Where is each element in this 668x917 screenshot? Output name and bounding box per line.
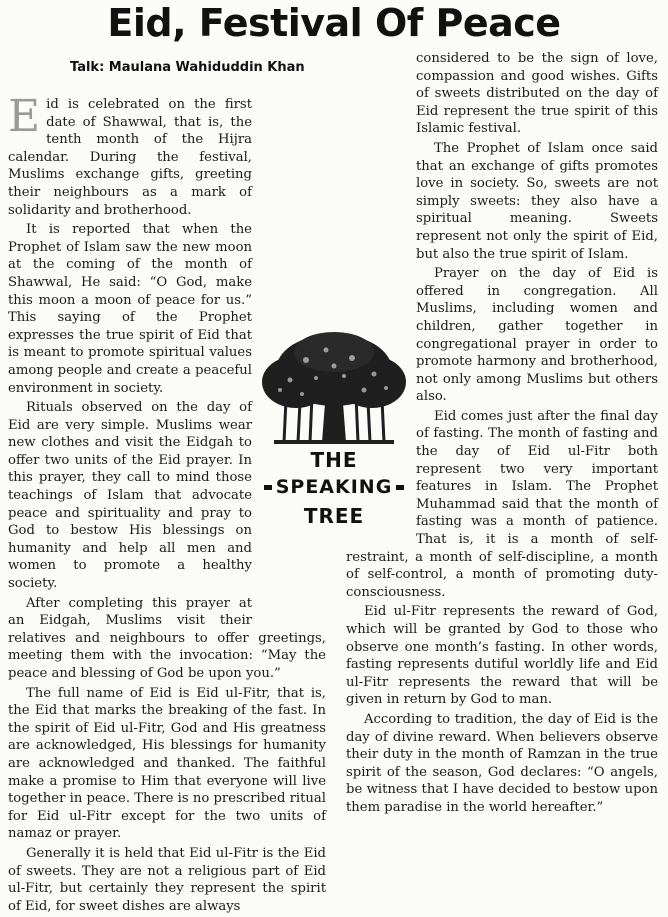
byline: Talk: Maulana Wahiduddin Khan xyxy=(70,60,305,75)
headline: Eid, Festival Of Peace xyxy=(107,1,561,45)
paragraph: Eid is celebrated on the first date of Shawwal, that is, the tenth month of the Hijra calendar. During the festival, Muslims exchange gifts, greeting their neighbours as a mark of solidarity and brotherhood. xyxy=(8,91,252,218)
paragraph: According to tradition, the day of Eid is the day of divine reward. When believers observe their duty in the month of Ramzan in the true spirit of the season, God declares: “O angels, be witness that I have decided to bestow upon them paradise in the world hereafter.” xyxy=(346,711,658,815)
speaking-tree-logo xyxy=(256,330,412,530)
logo-word-tree: TREE xyxy=(303,504,365,528)
paragraph: Eid ul-Fitr represents the reward of God, which will be granted by God to those who observe one month’s fasting. In other words, fasting represents dutiful worldly life and Eid ul-Fitr represents the reward that will be given in return by God to man. xyxy=(346,604,658,708)
paragraph: After completing this prayer at an Eidgah, Muslims visit their relatives and neighbours to offer greetings, meeting them with the invocation: “May the peace and blessing of God be upon you.” xyxy=(8,595,326,681)
paragraph: It is reported that when the Prophet of Islam saw the new moon at the coming of the month of Shawwal, He said: “O God, make this moon a moon of peace for us.” This saying of the Prophet expresses the true spirit of Eid that is meant to promote spiritual values among people and create a peaceful environment in society. xyxy=(8,222,252,396)
paragraph: The full name of Eid is Eid ul-Fitr, that is, the Eid that marks the breaking of the fast. In the spirit of Eid ul-Fitr, God and His greatness are acknowledged, His blessings for humanity are acknowledged and thanked. The faithful make a promise to Him that everyone will live together in peace. There is no prescribed ritual for Eid ul-Fitr except for the two units of namaz or prayer. xyxy=(8,685,326,842)
logo-word-speaking: SPEAKING xyxy=(256,476,412,498)
drop-cap: E xyxy=(8,91,41,142)
paragraph: The Prophet of Islam once said that an exchange of gifts promotes love in society. So, sweets are not simply sweets: they also have a spiritual meaning. Sweets represent not only the spirit of Eid, but also the true spirit of Islam. xyxy=(416,140,658,262)
paragraph: Prayer on the day of Eid is offered in congregation. All Muslims, including women and children, gather together in congregational prayer in order to promote harmony and brotherhood, not only among Muslims but others also. xyxy=(416,266,658,405)
banyan-tree-icon xyxy=(256,330,412,456)
paragraph: Rituals observed on the day of Eid are very simple. Muslims wear new clothes and visit the Eidgah to offer two units of the Eid prayer. In this prayer, they call to mind those teachings of Islam that advocate peace and spirituality and pray to God to bestow His blessings on humanity and help all men and women to promote a healthy society. xyxy=(8,400,252,592)
paragraph: Generally it is held that Eid ul-Fitr is the Eid of sweets. They are not a religious part of Eid ul-Fitr, but certainly they represent the spirit of Eid, for sweet dishes are always xyxy=(8,845,326,914)
paragraph: Eid comes just after the final day of fasting. The month of fasting and the day of Eid ul-Fitr both represent two very important features in Islam. The Prophet Muhammad said that the month of fasting was a month of patience. That is, it is a month of self-restraint, a month of self-discipline, a month of self-control, a month of promoting duty-consciousness. xyxy=(346,408,658,600)
logo-word-the: THE xyxy=(310,448,358,472)
paragraph: considered to be the sign of love, compassion and good wishes. Gifts of sweets distributed on the day of Eid represent the true spirit of this Islamic festival. xyxy=(416,51,658,137)
